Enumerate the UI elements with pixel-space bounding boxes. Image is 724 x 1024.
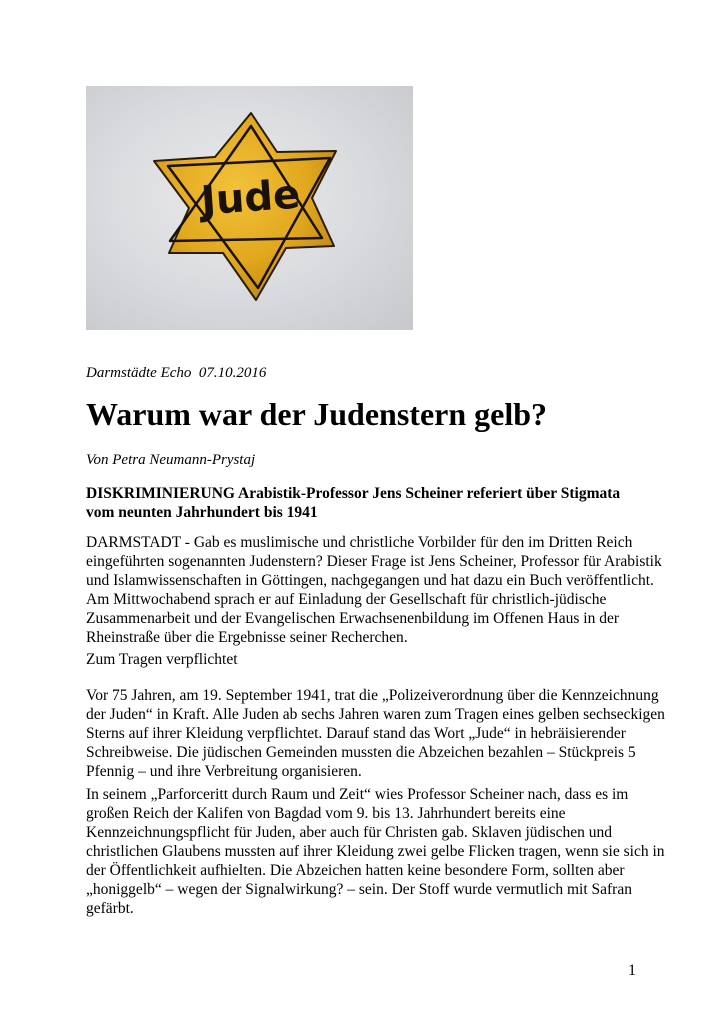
section-subheading: Zum Tragen verpflichtet [86, 651, 238, 668]
source-line: Darmstädte Echo 07.10.2016 [86, 365, 267, 381]
text-line: der Juden“ in Kraft. Alle Juden ab sechs Jahren waren zum Tragen eines gelben sechseckigen [86, 706, 665, 723]
text-line: christlichen Glaubens mussten auf ihrer Kleidung zwei gelbe Flicken tragen, wenn sie sich in [86, 843, 665, 860]
article-teaser: DISKRIMINIERUNG Arabistik-Professor Jens Scheiner referiert über Stigmata vom neunten Jahrhundert bis 1941 [86, 485, 621, 521]
text-line: Vor 75 Jahren, am 19. September 1941, trat die „Polizeiverordnung über die Kennzeichnung [86, 687, 659, 704]
text-line: eingeführten sogenannten Judenstern? Dieser Frage ist Jens Scheiner, Professor für Arabistik [86, 553, 662, 570]
article-photo-yellow-star [86, 86, 413, 330]
text-line: der Öffentlichkeit aufhielten. Die Abzeichen hatten keine besondere Form, sollten aber [86, 862, 625, 879]
paragraph-police-regulation [86, 686, 665, 781]
text-line: Rheinstraße über die Ergebnisse seiner Recherchen. [86, 629, 408, 646]
yellow-star-icon [86, 86, 413, 330]
page-number: 1 [628, 962, 636, 979]
paragraph-intro [86, 533, 662, 647]
text-line: Schreibweise. Die jüdischen Gemeinden mussten die Abzeichen bezahlen – Stückpreis 5 [86, 744, 636, 761]
paragraph-caliphate [86, 785, 665, 918]
text-line: In seinem „Parforceritt durch Raum und Zeit“ wies Professor Scheiner nach, dass es im [86, 786, 629, 803]
text-line: DARMSTADT - Gab es muslimische und christliche Vorbilder für den im Dritten Reich [86, 534, 633, 551]
text-line: und Islamwissenschaften in Göttingen, nachgegangen und hat dazu ein Buch veröffentlicht. [86, 572, 654, 589]
text-line: großen Reich der Kalifen von Bagdad vom 9. bis 13. Jahrhundert bereits eine [86, 805, 566, 822]
article-headline: Warum war der Judenstern gelb? [86, 396, 548, 432]
author-byline: Von Petra Neumann-Prystaj [86, 452, 256, 468]
text-line: Am Mittwochabend sprach er auf Einladung der Gesellschaft für christlich-jüdische [86, 591, 607, 608]
text-line: gefärbt. [86, 900, 134, 917]
text-line: „honiggelb“ – wegen der Signalwirkung? – sein. Der Stoff wurde vermutlich mit Safran [86, 881, 632, 898]
text-line: Sterns auf ihrer Kleidung verpflichtet. Darauf stand das Wort „Jude“ in hebräisierender [86, 725, 626, 742]
text-line: Pfennig – und ihre Verbreitung organisieren. [86, 763, 362, 780]
text-line: Zusammenarbeit und der Evangelischen Erwachsenenbildung im Offenen Haus in der [86, 610, 620, 627]
star-text: Jude [199, 171, 302, 225]
text-line: Kennzeichnungspflicht für Juden, aber auch für Christen gab. Sklaven jüdischen und [86, 824, 612, 841]
